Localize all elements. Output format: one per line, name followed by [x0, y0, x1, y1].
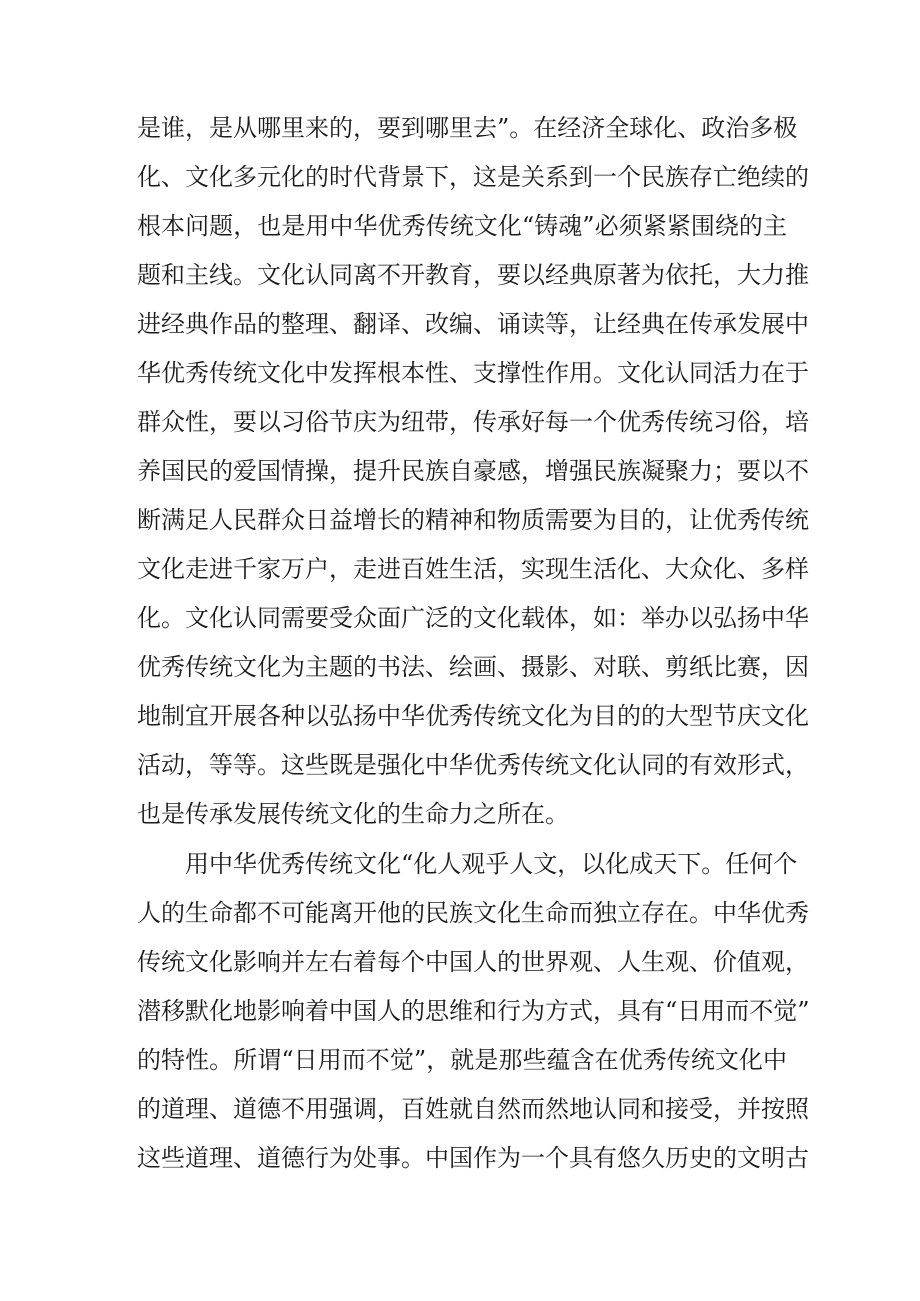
text-line: 根本问题，也是用中华优秀传统文化“铸魂”必须紧紧围绕的主 — [137, 212, 787, 240]
text-line: 地制宜开展各种以弘扬中华优秀传统文化为目的的大型节庆文化 — [137, 702, 809, 730]
text-line: 是谁，是从哪里来的，要到哪里去”。在经济全球化、政治多极 — [137, 114, 798, 142]
text-line: 文化走进千家万户，走进百姓生活，实现生活化、大众化、多样 — [137, 555, 809, 583]
text-line: 进经典作品的整理、翻译、改编、诵读等，让经典在传承发展中 — [137, 310, 809, 338]
text-line: 题和主线。文化认同离不开教育，要以经典原著为依托，大力推 — [137, 261, 809, 289]
text-line: 活动，等等。这些既是强化中华优秀传统文化认同的有效形式， — [137, 751, 809, 779]
text-line: 的道理、道德不用强调，百姓就自然而然地认同和接受，并按照 — [137, 1095, 809, 1123]
text-line: 养国民的爱国情操，提升民族自豪感，增强民族凝聚力；要以不 — [137, 457, 809, 485]
text-line: 断满足人民群众日益增长的精神和物质需要为目的，让优秀传统 — [137, 506, 809, 534]
paragraph-first-line: 用中华优秀传统文化“化人观乎人文，以化成天下。任何个 — [185, 850, 798, 878]
text-line: 这些道理、道德行为处事。中国作为一个具有悠久历史的文明古 — [137, 1144, 809, 1172]
text-line: 优秀传统文化为主题的书法、绘画、摄影、对联、剪纸比赛，因 — [137, 653, 809, 681]
text-line: 传统文化影响并左右着每个中国人的世界观、人生观、价值观， — [137, 948, 809, 976]
text-line: 人的生命都不可能离开他的民族文化生命而独立存在。中华优秀 — [137, 899, 809, 927]
text-line: 也是传承发展传统文化的生命力之所在。 — [137, 800, 569, 828]
text-line: 化。文化认同需要受众面广泛的文化载体，如：举办以弘扬中华 — [137, 604, 809, 632]
text-line: 化、文化多元化的时代背景下，这是关系到一个民族存亡绝续的 — [137, 163, 809, 191]
text-line: 的特性。所谓“日用而不觉”，就是那些蕴含在优秀传统文化中 — [137, 1046, 787, 1074]
text-line: 华优秀传统文化中发挥根本性、支撑性作用。文化认同活力在于 — [137, 359, 809, 387]
text-line: 潜移默化地影响着中国人的思维和行为方式，具有“日用而不觉” — [137, 997, 810, 1025]
text-line: 群众性，要以习俗节庆为纽带，传承好每一个优秀传统习俗，培 — [137, 408, 809, 436]
